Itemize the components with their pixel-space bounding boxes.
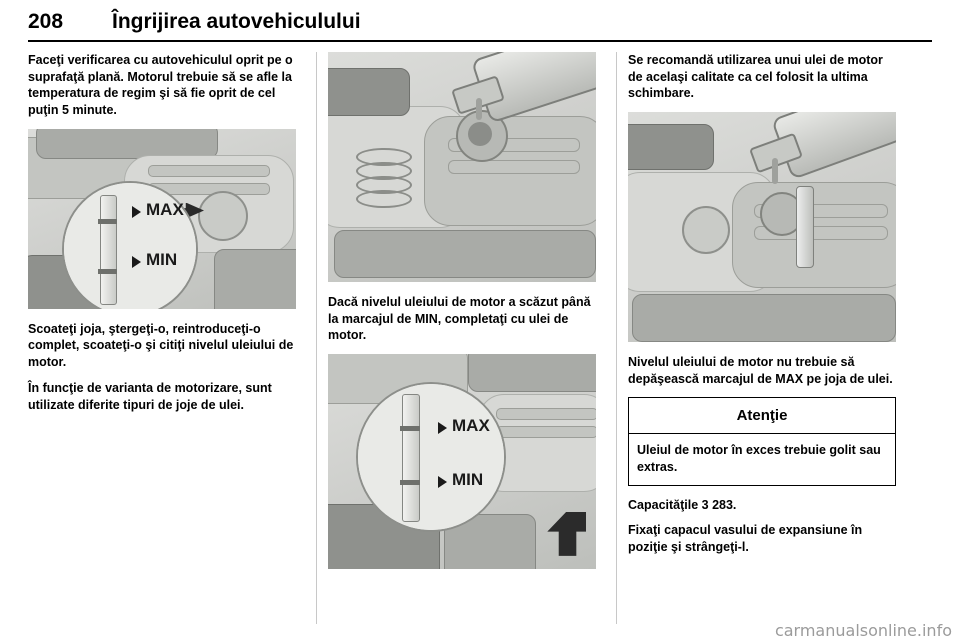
paragraph-dipstick-types: În funcţie de varianta de motorizare, sunt utilizate diferite tipuri de joje de ulei. bbox=[28, 381, 272, 412]
max-arrow-icon bbox=[132, 206, 141, 218]
paragraph-max-level: Nivelul uleiului de motor nu trebuie să depăşească marcajul de MAX pe joja de ulei. bbox=[628, 354, 893, 386]
paragraph-read-dipstick: Scoateţi joja, ştergeţi-o, reintroduceţi-o complet, scoateţi-o şi citiţi nivelul uleiului de motor. bbox=[28, 321, 294, 369]
page-title: Îngrijirea autovehiculului bbox=[112, 10, 361, 33]
min-arrow-icon-2 bbox=[438, 476, 447, 488]
figure-dipstick-markings-closeup-2 bbox=[328, 354, 596, 569]
column-middle bbox=[328, 52, 596, 581]
paragraph-check-conditions: Faceţi verificarea cu autovehiculul oprit pe o suprafaţă plană. Motorul trebuie să se afle la temperatura de regim şi să fie oprit de cel puţin 5 minute. bbox=[28, 53, 293, 117]
paragraph-close-cap: Fixaţi capacul vasului de expansiune în poziţie şi strângeţi-l. bbox=[628, 523, 863, 554]
page-number: 208 bbox=[28, 10, 64, 33]
figure-engine-oil-filling bbox=[328, 52, 596, 282]
label-min: MIN bbox=[146, 249, 178, 269]
min-arrow-icon bbox=[132, 256, 141, 268]
column-left bbox=[28, 52, 296, 414]
figure-engine-oil-filling-2 bbox=[628, 112, 896, 342]
label-min-2: MIN bbox=[452, 469, 484, 489]
label-max: MAX bbox=[146, 199, 184, 219]
paragraph-min-level: Dacă nivelul uleiului de motor a scăzut până la marcajul de MIN, completaţi cu ulei de motor. bbox=[328, 295, 591, 343]
watermark: carmanualsonline.info bbox=[774, 621, 952, 640]
caution-title: Atenţie bbox=[629, 398, 895, 434]
page-header bbox=[28, 8, 932, 42]
column-divider-2 bbox=[616, 52, 617, 624]
capacities-reference: Capacităţile 3 283. bbox=[628, 498, 737, 513]
column-divider-1 bbox=[316, 52, 317, 624]
figure-dipstick-markings-closeup bbox=[28, 129, 296, 309]
paragraph-oil-recommendation: Se recomandă utilizarea unui ulei de motor de acelaşi calitate ca cel folosit la ultima schimbare. bbox=[628, 53, 883, 101]
label-max-2: MAX bbox=[452, 415, 490, 435]
dipstick-callout-circle-2 bbox=[356, 382, 506, 532]
caution-body: Uleiul de motor în exces trebuie golit sau extras. bbox=[637, 443, 881, 474]
caution-box bbox=[628, 397, 896, 486]
max-arrow-icon-2 bbox=[438, 422, 447, 434]
column-right bbox=[628, 52, 896, 556]
